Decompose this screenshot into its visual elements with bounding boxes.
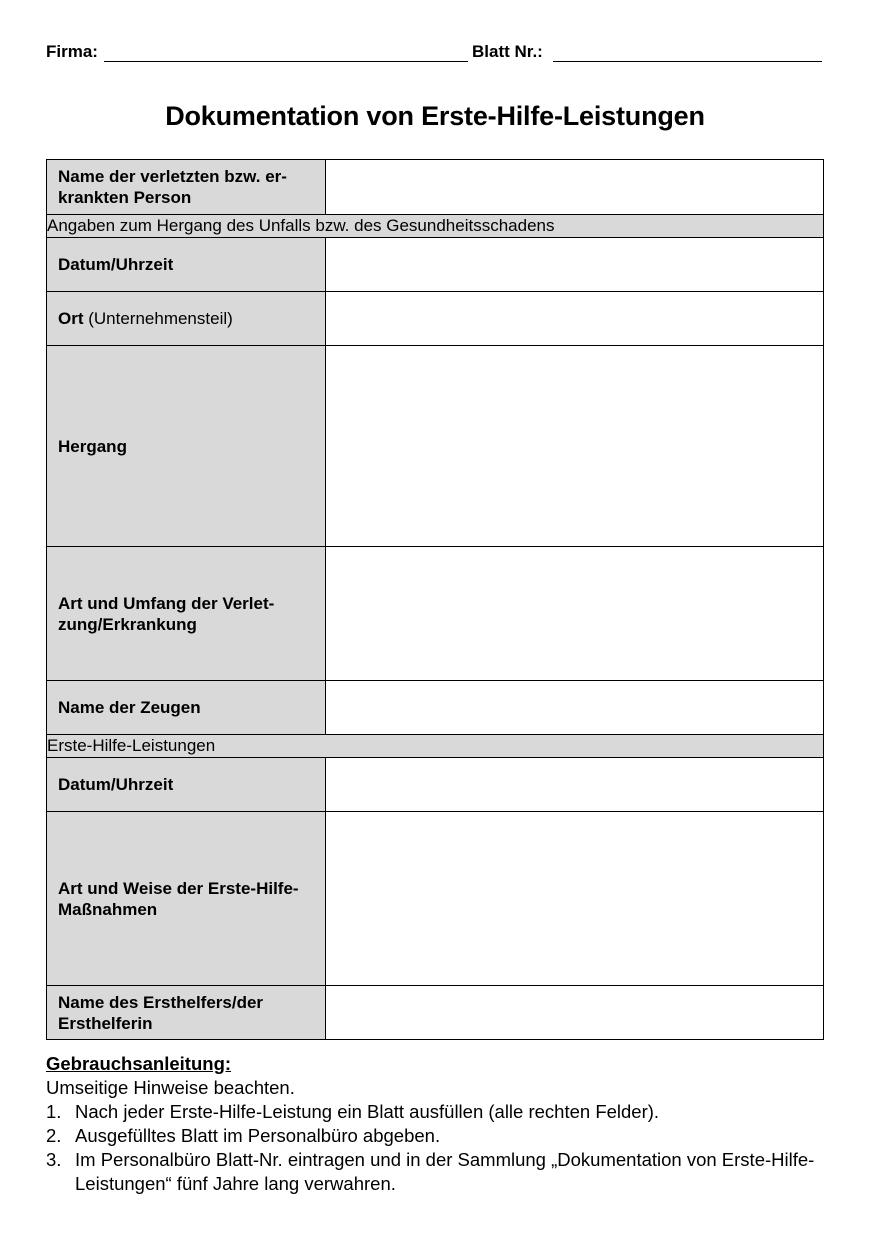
label-art-weise: Art und Weise der Erste-Hilfe-Maßnahmen bbox=[47, 812, 326, 985]
label-hergang: Hergang bbox=[47, 346, 326, 546]
label-zeugen: Name der Zeugen bbox=[47, 681, 326, 734]
row-ersthelfer bbox=[47, 985, 823, 1039]
page-title: Dokumentation von Erste-Hilfe-Leistungen bbox=[165, 101, 705, 131]
label-art-umfang: Art und Umfang der Verlet-zung/Erkrankung bbox=[47, 547, 326, 680]
field-zeugen[interactable] bbox=[326, 681, 823, 734]
firma-line[interactable] bbox=[104, 61, 468, 62]
row-datum-erste-hilfe bbox=[47, 757, 823, 811]
field-art-umfang[interactable] bbox=[326, 547, 823, 680]
section-hergang-header: Angaben zum Hergang des Unfalls bzw. des Gesundheitsschadens bbox=[47, 214, 823, 237]
row-zeugen bbox=[47, 680, 823, 734]
field-ersthelfer[interactable] bbox=[326, 986, 823, 1039]
field-datum-unfall[interactable] bbox=[326, 238, 823, 291]
section-erste-hilfe-header: Erste-Hilfe-Leistungen bbox=[47, 734, 823, 757]
label-ersthelfer: Name des Ersthelfers/der Ersthelferin bbox=[47, 986, 326, 1039]
field-datum-erste-hilfe[interactable] bbox=[326, 758, 823, 811]
row-datum-unfall bbox=[47, 237, 823, 291]
instructions-list bbox=[46, 1100, 836, 1196]
label-datum-erste-hilfe: Datum/Uhrzeit bbox=[47, 758, 326, 811]
row-name-person bbox=[47, 160, 823, 214]
field-ort[interactable] bbox=[326, 292, 823, 345]
field-name-person[interactable] bbox=[326, 160, 823, 214]
field-art-weise[interactable] bbox=[326, 812, 823, 985]
label-name-person: Name der verletzten bzw. er-krankten Person bbox=[47, 160, 326, 214]
list-item: 1. Nach jeder Erste-Hilfe-Leistung ein Blatt ausfüllen (alle rechten Felder). bbox=[46, 1101, 660, 1122]
firma-label: Firma: bbox=[46, 42, 98, 61]
blatt-label: Blatt Nr.: bbox=[472, 42, 543, 61]
row-art-weise bbox=[47, 811, 823, 985]
row-hergang bbox=[47, 345, 823, 546]
instructions-heading: Gebrauchsanleitung: bbox=[46, 1053, 232, 1074]
list-item: 3. Im Personalbüro Blatt-Nr. eintragen und in der Sammlung „Dokumentation von Erste-Hilfe-Leistungen“ fünf Jahre lang verwahren. bbox=[46, 1149, 815, 1194]
blatt-line[interactable] bbox=[553, 61, 822, 62]
instructions-intro: Umseitige Hinweise beachten. bbox=[46, 1077, 295, 1098]
row-ort bbox=[47, 291, 823, 345]
first-aid-form-table bbox=[46, 159, 824, 1040]
row-art-umfang bbox=[47, 546, 823, 680]
list-item: 2. Ausgefülltes Blatt im Personalbüro abgeben. bbox=[46, 1125, 441, 1146]
field-hergang[interactable] bbox=[326, 346, 823, 546]
label-datum-unfall: Datum/Uhrzeit bbox=[47, 238, 326, 291]
instructions bbox=[46, 1052, 836, 1196]
label-ort: Ort (Unternehmensteil) bbox=[47, 292, 326, 345]
